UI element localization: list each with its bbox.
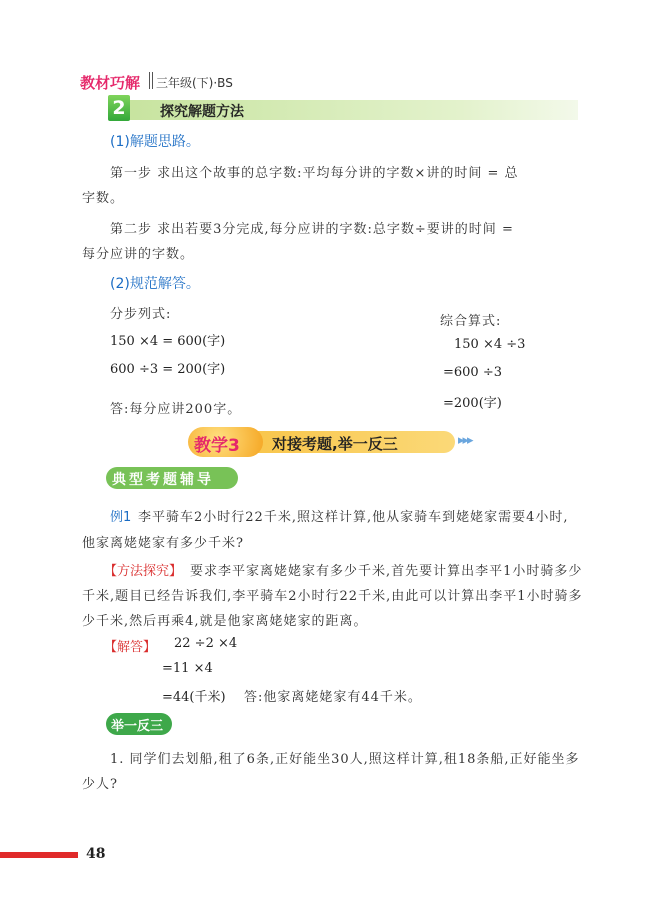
part2-answer: 答:每分应讲200字。 <box>110 402 242 417</box>
typical-pill-label: 典型考题辅导 <box>112 472 214 488</box>
page-number: 48 <box>86 846 106 862</box>
example1-label: 例1 <box>110 510 132 525</box>
method-line2: 千米,题目已经告诉我们,李平骑车2小时行22千米,由此可以计算出李平1小时骑多 <box>82 589 583 604</box>
banner-arrows-icon: ▸▸▸ <box>458 433 472 448</box>
stepwise-eq2: 600 ÷3 = 200(字) <box>110 362 226 377</box>
example1-eq3: =44(千米) <box>162 690 226 705</box>
header-divider <box>149 72 153 89</box>
method-line1: 要求李平家离姥姥家有多少千米,首先要计算出李平1小时骑多少 <box>190 564 583 579</box>
practice-q1-line2: 少人? <box>82 777 118 792</box>
section-number-badge: 2 <box>108 95 130 121</box>
banner-badge-text: 教学3 <box>194 436 240 456</box>
method-line3: 少千米,然后再乘4,就是他家离姥姥家的距离。 <box>82 614 368 629</box>
header-brand: 教材巧解 <box>80 74 141 92</box>
step1-line1: 第一步 求出这个故事的总字数:平均每分讲的字数×讲的时间 = 总 <box>110 166 519 181</box>
combined-label: 综合算式: <box>440 314 502 329</box>
banner-title: 对接考题,举一反三 <box>272 435 398 453</box>
part2-heading: (2)规范解答。 <box>110 276 200 292</box>
step2-line2: 每分应讲的字数。 <box>82 247 195 262</box>
practice-pill-label: 举一反三 <box>111 719 164 734</box>
example1-answer: 答:他家离姥姥家有44千米。 <box>244 690 422 705</box>
method-tag: 【方法探究】 <box>104 564 183 579</box>
answer-tag: 【解答】 <box>104 640 157 655</box>
example1-eq2: =11 ×4 <box>162 661 213 676</box>
header-subtitle: 三年级(下)·BS <box>156 76 233 90</box>
stepwise-eq1: 150 ×4 = 600(字) <box>110 334 226 349</box>
example1-line2: 他家离姥姥家有多少千米? <box>82 536 244 551</box>
step2-line1: 第二步 求出若要3分完成,每分应讲的字数:总字数÷要讲的时间 = <box>110 222 514 237</box>
example1-line1: 李平骑车2小时行22千米,照这样计算,他从家骑车到姥姥家需要4小时, <box>138 510 569 525</box>
footer-red-bar <box>0 852 78 858</box>
combined-eq3: =200(字) <box>443 396 502 411</box>
combined-eq2: =600 ÷3 <box>443 365 503 380</box>
combined-eq1: 150 ×4 ÷3 <box>454 337 526 352</box>
part1-heading: (1)解题思路。 <box>110 134 200 150</box>
stepwise-label: 分步列式: <box>110 307 172 322</box>
example1-eq1: 22 ÷2 ×4 <box>174 636 238 651</box>
step1-line2: 字数。 <box>82 191 125 206</box>
section-title: 探究解题方法 <box>160 104 244 120</box>
practice-q1-line1: 1. 同学们去划船,租了6条,正好能坐30人,照这样计算,租18条船,正好能坐多 <box>110 752 580 767</box>
